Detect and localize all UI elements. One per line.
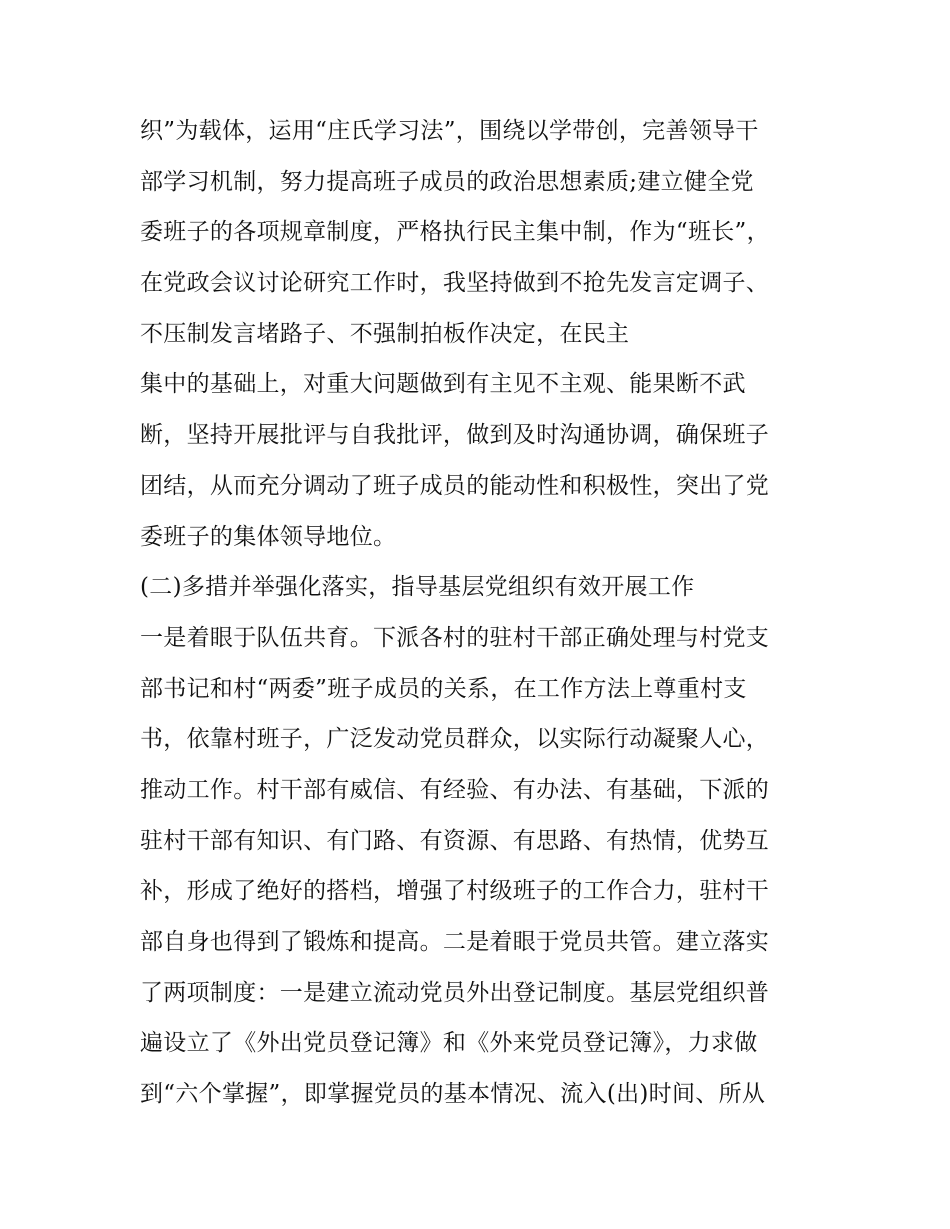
text-line: 断，坚持开展批评与自我批评，做到及时沟通协调，确保班子 xyxy=(140,422,770,449)
text-line: 补，形成了绝好的搭档，增强了村级班子的工作合力，驻村干 xyxy=(140,878,770,905)
text-line: 了两项制度：一是建立流动党员外出登记制度。基层党组织普 xyxy=(140,979,770,1006)
text-line: 到“六个掌握”，即掌握党员的基本情况、流入(出)时间、所从 xyxy=(140,1081,766,1108)
text-line: 部书记和村“两委”班子成员的关系，在工作方法上尊重村支 xyxy=(140,675,747,702)
body-text xyxy=(140,106,820,1120)
text-line: 部学习机制，努力提高班子成员的政治思想素质;建立健全党 xyxy=(140,168,754,195)
text-line: 团结，从而充分调动了班子成员的能动性和积极性，突出了党 xyxy=(140,472,770,499)
text-line: 委班子的集体领导地位。 xyxy=(140,523,397,550)
text-line: 织”为载体，运用“庄氏学习法”，围绕以学带创，完善领导干 xyxy=(140,118,759,144)
text-line: 遍设立了《外出党员登记簿》和《外来党员登记簿》，力求做 xyxy=(140,1030,758,1057)
section-heading: (二)多措并举强化落实，指导基层党组织有效开展工作 xyxy=(140,574,695,601)
text-line: 驻村干部有知识、有门路、有资源、有思路、有热情，优势互 xyxy=(140,827,770,854)
text-line: 集中的基础上，对重大问题做到有主见不主观、能果断不武 xyxy=(140,371,746,398)
text-line: 在党政会议讨论研究工作时，我坚持做到不抢先发言定调子、 xyxy=(140,270,770,297)
text-line: 一是着眼于队伍共育。下派各村的驻村干部正确处理与村党支 xyxy=(140,624,770,651)
text-line: 部自身也得到了锻炼和提高。二是着眼于党员共管。建立落实 xyxy=(140,929,770,955)
text-line: 不压制发言堵路子、不强制拍板作决定，在民主 xyxy=(140,320,630,347)
text-line: 推动工作。村干部有威信、有经验、有办法、有基础，下派的 xyxy=(140,776,770,803)
text-line: 书，依靠村班子，广泛发动党员群众，以实际行动凝聚人心， xyxy=(140,726,770,753)
text-line: 委班子的各项规章制度，严格执行民主集中制，作为“班长”， xyxy=(140,219,770,246)
